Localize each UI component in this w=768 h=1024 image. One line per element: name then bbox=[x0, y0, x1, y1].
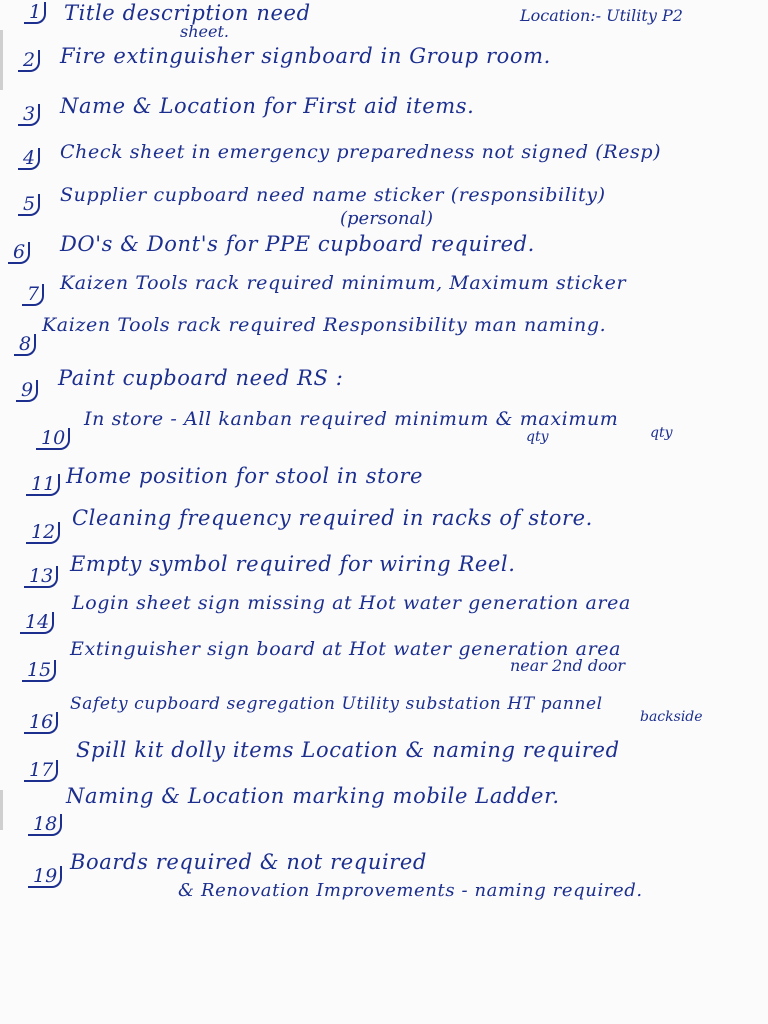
item-number: 8 bbox=[14, 334, 36, 356]
item-continuation: qty bbox=[526, 429, 549, 445]
item-text: In store - All kanban required minimum & maximum bbox=[84, 408, 619, 430]
item-text: Spill kit dolly items Location & naming required bbox=[76, 738, 620, 762]
item-continuation: near 2nd door bbox=[510, 656, 626, 675]
item-text: Title description need bbox=[64, 1, 311, 25]
item-number: 11 bbox=[26, 474, 60, 496]
item-number: 5 bbox=[18, 194, 40, 216]
item-text: Home position for stool in store bbox=[66, 464, 424, 488]
item-number: 3 bbox=[18, 104, 40, 126]
item-text: Safety cupboard segregation Utility substation HT pannel bbox=[70, 694, 603, 714]
item-text: Kaizen Tools rack required minimum, Maximum sticker bbox=[60, 272, 627, 294]
item-text: Paint cupboard need RS : bbox=[58, 366, 344, 390]
item-text: Cleaning frequency required in racks of store. bbox=[72, 506, 593, 530]
item-number: 13 bbox=[24, 566, 58, 588]
item-number: 12 bbox=[26, 522, 60, 544]
item-continuation: (personal) bbox=[340, 208, 433, 229]
item-number: 18 bbox=[28, 814, 62, 836]
item-number: 6 bbox=[8, 242, 30, 264]
item-number: 7 bbox=[22, 284, 44, 306]
item-continuation: backside bbox=[640, 709, 703, 725]
item-number: 1 bbox=[24, 2, 46, 24]
item-continuation: qty bbox=[650, 425, 673, 441]
item-text: Extinguisher sign board at Hot water generation area bbox=[70, 638, 622, 660]
item-text: DO's & Dont's for PPE cupboard required. bbox=[60, 232, 535, 256]
item-continuation: & Renovation Improvements - naming required. bbox=[178, 880, 643, 901]
item-text: Fire extinguisher signboard in Group room. bbox=[60, 44, 551, 68]
item-number: 14 bbox=[20, 612, 54, 634]
item-number: 19 bbox=[28, 866, 62, 888]
item-text: Empty symbol required for wiring Reel. bbox=[70, 552, 516, 576]
scan-edge-mark bbox=[0, 30, 3, 90]
item-text: Login sheet sign missing at Hot water generation area bbox=[72, 592, 631, 614]
scan-edge-mark bbox=[0, 790, 3, 830]
item-text: Kaizen Tools rack required Responsibility man naming. bbox=[42, 314, 607, 336]
item-number: 16 bbox=[24, 712, 58, 734]
item-number: 4 bbox=[18, 148, 40, 170]
item-text: Check sheet in emergency preparedness not signed (Resp) bbox=[60, 141, 662, 163]
location-header: Location:- Utility P2 bbox=[520, 6, 683, 25]
item-text: Naming & Location marking mobile Ladder. bbox=[66, 784, 560, 808]
item-number: 9 bbox=[16, 380, 38, 402]
item-number: 2 bbox=[18, 50, 40, 72]
item-text: Supplier cupboard need name sticker (responsibility) bbox=[60, 184, 606, 206]
item-number: 15 bbox=[22, 660, 56, 682]
item-number: 10 bbox=[36, 428, 70, 450]
item-continuation: sheet. bbox=[180, 22, 229, 41]
item-text: Boards required & not required bbox=[70, 850, 427, 874]
item-number: 17 bbox=[24, 760, 58, 782]
item-text: Name & Location for First aid items. bbox=[60, 94, 475, 118]
